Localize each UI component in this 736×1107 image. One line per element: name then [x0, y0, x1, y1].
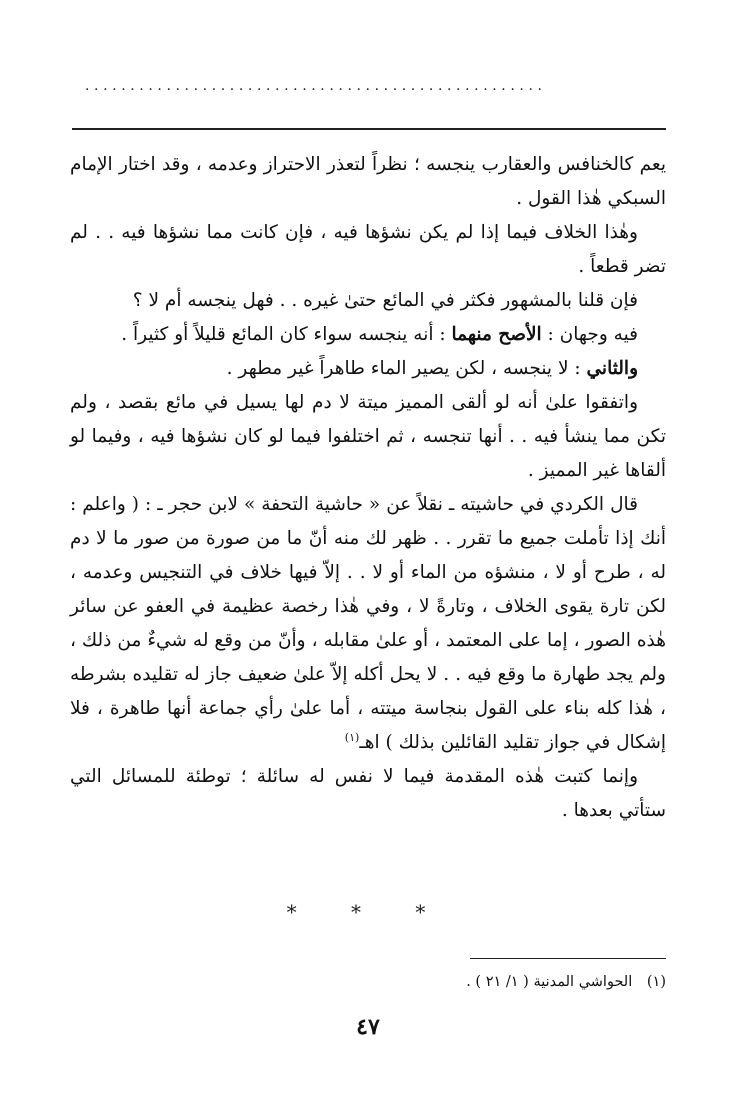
paragraph-5: [70, 352, 666, 386]
paragraph-3: فإن قلنا بالمشهور فكثر في المائع حتىٰ غيره . . فهل ينجسه أم لا ؟: [132, 290, 638, 311]
footnote-rule: [470, 958, 666, 959]
footnote-number: (١): [646, 974, 666, 990]
header-dotted-line: ...................................................: [85, 78, 547, 94]
paragraph-7: [70, 488, 666, 760]
paragraph-4-rest: : أنه ينجسه سواء كان المائع قليلاً أو كثيراً .: [121, 324, 446, 345]
paragraph-8: وإنما كتبت هٰذه المقدمة فيما لا نفس له سائلة ؛ توطئة للمسائل التي ستأتي بعدها .: [70, 766, 666, 821]
footnote-text: الحواشي المدنية ( ١/ ٢١ ) .: [466, 974, 633, 990]
footnote: [70, 970, 666, 994]
page-number: ٤٧: [356, 1014, 380, 1040]
paragraph-5-rest: : لا ينجسه ، لكن يصير الماء طاهراً غير مطهر .: [226, 358, 581, 379]
header-rule: [72, 128, 666, 130]
paragraph-4: [70, 318, 666, 352]
paragraph-4-lead: فيه وجهان :: [547, 324, 638, 345]
paragraph-7-text: قال الكردي في حاشيته ـ نقلاً عن « حاشية التحفة » لابن حجر ـ : ( واعلم : أنك إذا تأملت جميع ما تقرر . . ظهر لك منه أنّ ما من صورة من صور ما لا دم له ، طرح أو لا ، منشؤه من الماء أو لا . . إلاّ فيها خلاف في التنجيس وعدمه ، لكن تارة يقوى الخلاف ، وتارةً لا ، وفي هٰذا رخصة عظيمة في العفو عن سائر هٰذه الصور ، إما على المعتمد ، أو علىٰ مقابله ، وأنّ من وقع له شيءٌ من ذلك ، ولم يجد طهارة ما وقع فيه . . لا يحل أكله إلاّ علىٰ ضعيف جاز له تقليده بشرطه ، هٰذا كله بناء على القول بنجاسة ميتته ، أما علىٰ رأي جماعة أنها طاهرة ، فلا إشكال في جواز تقليد القائلين بذلك ) اهـ: [70, 494, 666, 753]
section-separator: * * *: [286, 900, 450, 924]
paragraph-1: يعم كالخنافس والعقارب ينجسه ؛ نظراً لتعذر الاحتراز وعدمه ، وقد اختار الإمام السبكي هٰذا القول .: [70, 154, 666, 209]
paragraph-6: واتفقوا علىٰ أنه لو ألقى المميز ميتة لا دم لها يسيل في مائع بقصد ، ولم تكن مما ينشأ فيه . . أنها تنجسه ، ثم اختلفوا فيما لو كان نشؤها فيه ، وفيما لو ألقاها غير المميز .: [70, 392, 666, 481]
footnote-ref: (١): [344, 730, 360, 744]
body-text: [70, 148, 666, 828]
paragraph-5-bold: والثاني: [586, 358, 638, 379]
paragraph-2: وهٰذا الخلاف فيما إذا لم يكن نشؤها فيه ، فإن كانت مما نشؤها فيه . . لم تضر قطعاً .: [70, 222, 666, 277]
paragraph-4-bold: الأصح منهما: [451, 324, 542, 345]
